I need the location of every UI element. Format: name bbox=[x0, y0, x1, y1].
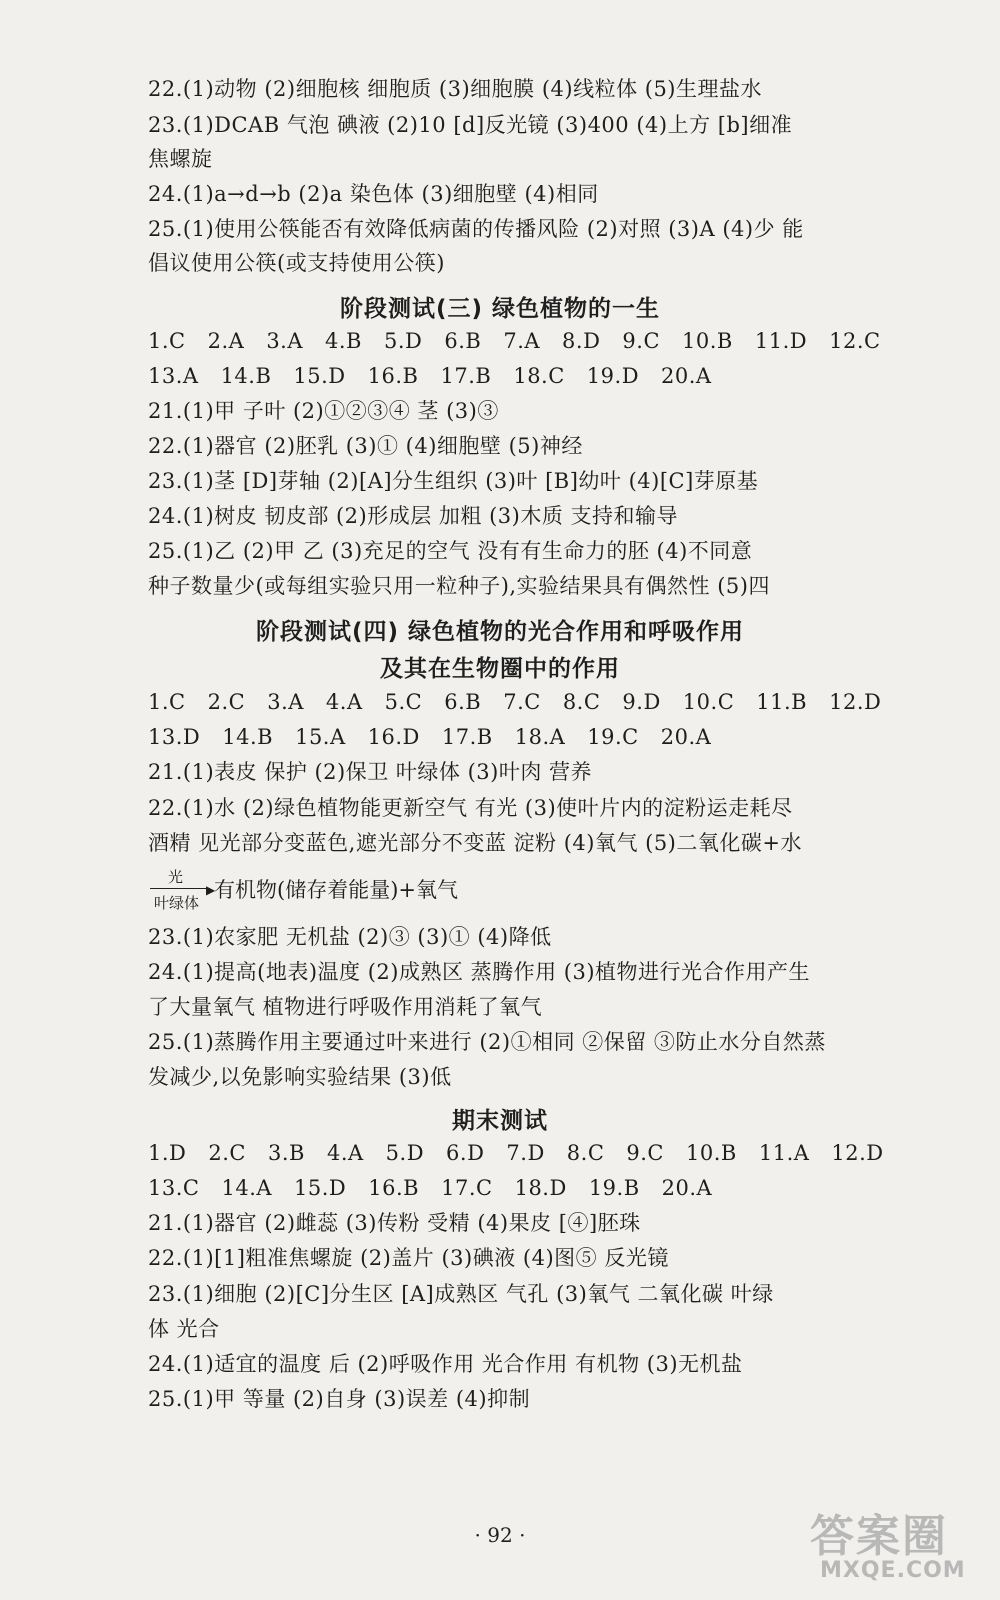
mc-answer: 1.C bbox=[148, 329, 186, 353]
mc-answers bbox=[148, 689, 882, 715]
mc-answer: 4.A bbox=[325, 690, 363, 714]
mc-answer: 17.B bbox=[441, 725, 493, 749]
mc-answer: 12.C bbox=[829, 329, 881, 353]
mc-answer: 9.C bbox=[626, 1141, 664, 1165]
mc-answer: 3.A bbox=[267, 690, 304, 714]
mc-answers bbox=[148, 363, 850, 389]
mc-answer: 3.A bbox=[266, 329, 304, 353]
mc-answers bbox=[148, 1175, 850, 1201]
mc-answer: 12.D bbox=[831, 1141, 884, 1165]
mc-answer: 19.D bbox=[586, 364, 640, 388]
mc-answer: 11.D bbox=[754, 329, 808, 353]
condition-light: 光 bbox=[168, 868, 184, 886]
condition-chloroplast: 叶绿体 bbox=[154, 894, 200, 912]
section-heading: 期末测试 bbox=[452, 1108, 548, 1134]
watermark-url: MXQE.COM bbox=[820, 1558, 966, 1583]
mc-answer: 17.C bbox=[441, 1176, 493, 1200]
answer-line: 22.(1)[1]粗准焦螺旋 (2)盖片 (3)碘液 (4)图⑤ 反光镜 bbox=[148, 1246, 669, 1270]
answer-line: 25.(1)蒸腾作用主要通过叶来进行 (2)①相同 ②保留 ③防止水分自然蒸 bbox=[148, 1030, 826, 1054]
mc-answer: 7.A bbox=[503, 329, 541, 353]
mc-answer: 19.C bbox=[587, 725, 639, 749]
mc-answer: 10.C bbox=[682, 690, 735, 714]
answer-line: 25.(1)使用公筷能否有效降低病菌的传播风险 (2)对照 (3)A (4)少 能 bbox=[148, 217, 804, 241]
answer-line-continued: 酒精 见光部分变蓝色,遮光部分不变蓝 淀粉 (4)氧气 (5)二氧化碳+水 bbox=[148, 831, 802, 855]
mc-answer: 9.D bbox=[622, 690, 661, 714]
answer-line-continued: 焦螺旋 bbox=[148, 147, 213, 171]
mc-answer: 13.D bbox=[148, 725, 201, 749]
section-heading: 阶段测试(四) 绿色植物的光合作用和呼吸作用 bbox=[255, 619, 745, 645]
mc-answer: 2.A bbox=[207, 329, 245, 353]
mc-answer: 16.B bbox=[368, 1176, 420, 1200]
mc-answer: 9.C bbox=[622, 329, 661, 353]
mc-answer: 20.A bbox=[661, 364, 712, 388]
section-heading: 及其在生物圈中的作用 bbox=[380, 656, 620, 682]
mc-answer: 4.B bbox=[325, 329, 362, 353]
mc-answer: 20.A bbox=[661, 1176, 713, 1200]
mc-answer: 5.C bbox=[384, 690, 423, 714]
mc-answer: 15.D bbox=[293, 364, 346, 388]
mc-answer: 16.D bbox=[367, 725, 420, 749]
answer-line: 21.(1)表皮 保护 (2)保卫 叶绿体 (3)叶肉 营养 bbox=[148, 760, 593, 784]
mc-answer: 11.A bbox=[758, 1141, 810, 1165]
mc-answer: 6.B bbox=[444, 690, 482, 714]
mc-answer: 15.D bbox=[294, 1176, 347, 1200]
mc-answer: 8.C bbox=[562, 690, 601, 714]
mc-answer: 8.C bbox=[566, 1141, 605, 1165]
watermark bbox=[810, 1500, 980, 1590]
mc-answer: 1.D bbox=[148, 1141, 187, 1165]
formula-products: 有机物(储存着能量)+氧气 bbox=[214, 878, 458, 902]
mc-answer: 2.C bbox=[207, 690, 246, 714]
mc-answer: 10.B bbox=[686, 1141, 737, 1165]
mc-answer: 2.C bbox=[208, 1141, 246, 1165]
answer-line: 24.(1)适宜的温度 后 (2)呼吸作用 光合作用 有机物 (3)无机盐 bbox=[148, 1352, 743, 1376]
mc-answer: 5.D bbox=[383, 329, 423, 353]
answer-line: 22.(1)器官 (2)胚乳 (3)① (4)细胞壁 (5)神经 bbox=[148, 434, 583, 458]
answer-line: 23.(1)农家肥 无机盐 (2)③ (3)① (4)降低 bbox=[148, 925, 552, 949]
mc-answers bbox=[148, 1140, 884, 1166]
mc-answer: 13.A bbox=[148, 364, 199, 388]
mc-answer: 16.B bbox=[367, 364, 419, 388]
mc-answer: 15.A bbox=[295, 725, 346, 749]
answer-line: 23.(1)茎 [D]芽轴 (2)[A]分生组织 (3)叶 [B]幼叶 (4)[C]芽原基 bbox=[148, 469, 759, 493]
mc-answer: 6.B bbox=[444, 329, 482, 353]
mc-answer: 1.C bbox=[148, 690, 186, 714]
mc-answer: 18.D bbox=[514, 1176, 567, 1200]
mc-answer: 5.D bbox=[385, 1141, 425, 1165]
mc-answer: 18.A bbox=[514, 725, 566, 749]
mc-answer: 20.A bbox=[660, 725, 712, 749]
answer-line: 24.(1)树皮 韧皮部 (2)形成层 加粗 (3)木质 支持和输导 bbox=[148, 504, 679, 528]
mc-answer: 14.A bbox=[221, 1176, 273, 1200]
mc-answer: 8.D bbox=[562, 329, 601, 353]
answer-line: 25.(1)乙 (2)甲 乙 (3)充足的空气 没有有生命力的胚 (4)不同意 bbox=[148, 539, 753, 563]
mc-answer: 13.C bbox=[148, 1176, 200, 1200]
reaction-arrow bbox=[150, 868, 214, 912]
answer-line-continued: 倡议使用公筷(或支持使用公筷) bbox=[148, 251, 445, 275]
mc-answer: 19.B bbox=[588, 1176, 640, 1200]
arrow-line bbox=[150, 888, 208, 889]
mc-answer: 17.B bbox=[440, 364, 492, 388]
answer-line: 21.(1)甲 子叶 (2)①②③④ 茎 (3)③ bbox=[148, 399, 499, 423]
answer-line: 24.(1)a→d→b (2)a 染色体 (3)细胞壁 (4)相同 bbox=[148, 182, 599, 206]
answer-line: 23.(1)细胞 (2)[C]分生区 [A]成熟区 气孔 (3)氧气 二氧化碳 叶绿 bbox=[148, 1282, 774, 1306]
mc-answer: 4.A bbox=[326, 1141, 364, 1165]
mc-answer: 10.B bbox=[682, 329, 733, 353]
mc-answer: 12.D bbox=[829, 690, 882, 714]
answer-line-continued: 种子数量少(或每组实验只用一粒种子),实验结果具有偶然性 (5)四 bbox=[148, 574, 770, 598]
mc-answer: 7.C bbox=[503, 690, 541, 714]
answer-line: 25.(1)甲 等量 (2)自身 (3)误差 (4)抑制 bbox=[148, 1387, 531, 1411]
mc-answer: 11.B bbox=[756, 690, 808, 714]
section-heading: 阶段测试(三) 绿色植物的一生 bbox=[339, 296, 661, 322]
answer-line: 22.(1)水 (2)绿色植物能更新空气 有光 (3)使叶片内的淀粉运走耗尽 bbox=[148, 796, 793, 820]
answer-line-continued: 发减少,以免影响实验结果 (3)低 bbox=[148, 1065, 452, 1089]
answer-line: 22.(1)动物 (2)细胞核 细胞质 (3)细胞膜 (4)线粒体 (5)生理盐水 bbox=[148, 77, 763, 101]
watermark-brand: 答案圈 bbox=[810, 1511, 948, 1562]
arrow-right-icon: ▶ bbox=[206, 883, 216, 897]
mc-answers bbox=[148, 328, 881, 354]
mc-answer: 18.C bbox=[513, 364, 565, 388]
mc-answer: 3.B bbox=[267, 1141, 305, 1165]
mc-answer: 6.D bbox=[446, 1141, 485, 1165]
answer-line: 21.(1)器官 (2)雌蕊 (3)传粉 受精 (4)果皮 [④]胚珠 bbox=[148, 1211, 641, 1235]
page-number: · 92 · bbox=[474, 1523, 526, 1547]
mc-answer: 14.B bbox=[222, 725, 274, 749]
answer-line: 23.(1)DCAB 气泡 碘液 (2)10 [d]反光镜 (3)400 (4)上方 [b]细准 bbox=[148, 113, 793, 137]
mc-answers bbox=[148, 724, 850, 750]
answer-line-continued: 了大量氧气 植物进行呼吸作用消耗了氧气 bbox=[148, 995, 543, 1019]
answer-line: 24.(1)提高(地表)温度 (2)成熟区 蒸腾作用 (3)植物进行光合作用产生 bbox=[148, 960, 811, 984]
mc-answer: 14.B bbox=[220, 364, 272, 388]
mc-answer: 7.D bbox=[506, 1141, 545, 1165]
answer-line-continued: 体 光合 bbox=[148, 1317, 220, 1341]
